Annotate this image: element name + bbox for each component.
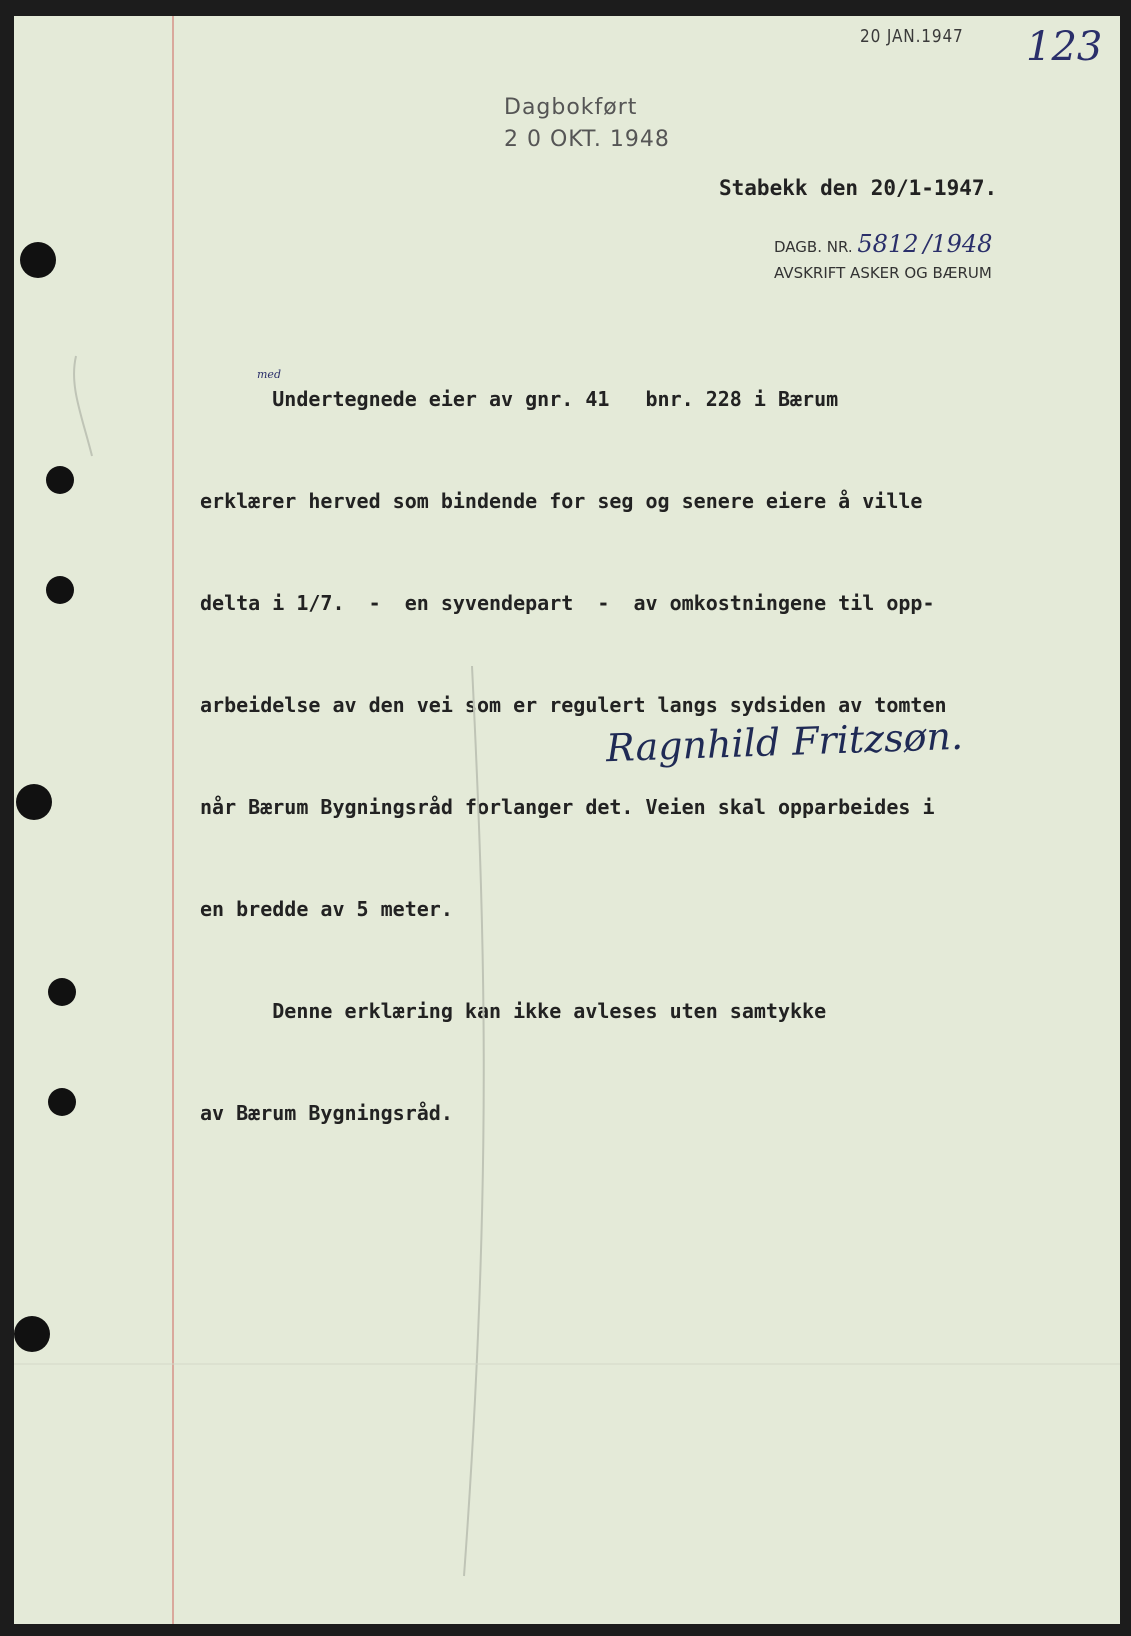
dagbok-stamp-label: Dagbokført: [504, 95, 638, 120]
punch-hole: [48, 978, 76, 1006]
body-line: en bredde av 5 meter.: [200, 897, 453, 921]
body-line: Denne erklæring kan ikke avleses uten samtykke: [200, 999, 827, 1023]
body-line: Undertegnede eier av gnr. 41 bnr. 228 i Bærum: [200, 387, 839, 411]
journal-number-stamp: [774, 230, 992, 258]
punch-hole: [20, 242, 56, 278]
body-line: arbeidelse av den vei som er regulert langs sydsiden av tomten: [200, 693, 947, 717]
document-page: [14, 16, 1120, 1624]
punch-hole: [14, 1316, 50, 1352]
journal-year: /1948: [923, 230, 993, 258]
punch-hole: [16, 784, 52, 820]
copy-stamp: AVSKRIFT ASKER OG BÆRUM: [774, 264, 992, 282]
body-line: delta i 1/7. - en syvendepart - av omkostningene til opp-: [200, 591, 935, 615]
folio-number: 123: [1026, 24, 1103, 70]
journal-number-label: DAGB. NR.: [774, 238, 853, 256]
body-line: erklærer herved som bindende for seg og senere eiere å ville: [200, 489, 923, 513]
received-date-stamp: 20 JAN.1947: [860, 26, 964, 47]
punch-hole: [46, 576, 74, 604]
journal-number: 5812: [857, 230, 919, 258]
signature: Ragnhild Fritzsøn.: [605, 713, 964, 771]
punch-hole: [46, 466, 74, 494]
body-line: av Bærum Bygningsråd.: [200, 1101, 453, 1125]
handwritten-insertion: med: [257, 368, 281, 381]
dagbok-stamp: [504, 92, 670, 156]
dagbok-stamp-date: 2 0 OKT. 1948: [504, 127, 670, 152]
margin-line: [172, 16, 174, 1624]
punch-hole: [48, 1088, 76, 1116]
place-and-date: Stabekk den 20/1-1947.: [719, 176, 998, 200]
body-line: når Bærum Bygningsråd forlanger det. Veien skal opparbeides i: [200, 795, 935, 819]
